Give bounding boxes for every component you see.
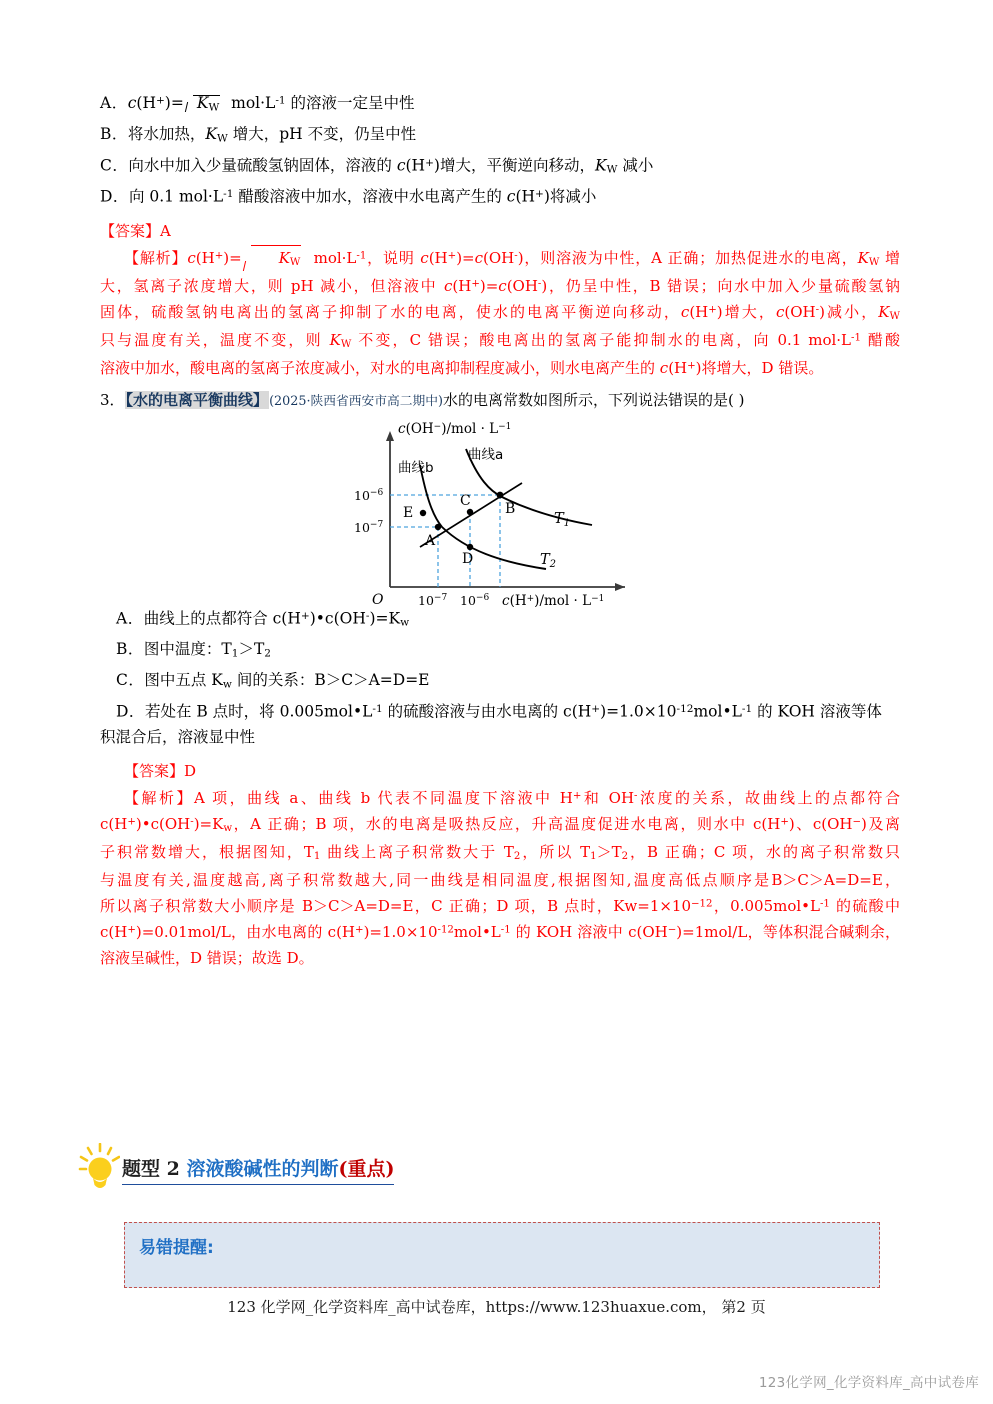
point-B	[497, 492, 504, 499]
point-D	[467, 544, 473, 550]
point-C	[467, 509, 473, 515]
analysis-line: 【解析】$c(H^+)= K_W$ $mol\cdot L^{-1}$，说明 c(H+)=c(OH-)，则溶液为中性，A 正确；加热促进水的电离，$K_W$ 增	[100, 245, 900, 272]
point-label-D: D	[462, 551, 474, 568]
y-tick-1e-6: $10^{-6}$	[354, 488, 384, 504]
q3-option-b: B．图中温度：$T_1>T_2$	[116, 640, 271, 660]
x-tick-1e-7: $10^{-7}$	[418, 593, 448, 608]
question3-options	[100, 611, 900, 745]
chart-svg	[350, 417, 650, 607]
point-A	[435, 524, 441, 530]
answer-line	[100, 219, 900, 243]
point-label-E: E	[403, 505, 414, 522]
option-d: D．向 0.1 $mol\cdot L^{-1}$ 醋酸溶液中加水，溶液中水电离产生的 c(H+)将减小	[100, 187, 597, 206]
point-label-B: B	[505, 501, 516, 518]
answer-label: 【答案】	[100, 221, 161, 240]
y-axis-arrow	[386, 431, 394, 441]
document-content	[100, 95, 900, 973]
section-title-part1: 题型 2	[122, 1157, 187, 1180]
question2-answer-block	[100, 219, 900, 380]
point-label-A: A	[425, 533, 436, 550]
T1-label: $T_1$	[554, 511, 571, 530]
analysis-line: 固体，硫酸氢钠电离出的氢离子抑制了水的电离，使水的电离平衡逆向移动，c(H+)增大，c(OH-)减小，$K_W$	[100, 303, 900, 323]
point-label-C: C	[460, 493, 471, 510]
section-title-text	[122, 1154, 394, 1185]
q3-analysis-line: 【解析】A 项，曲线 a、曲线 b 代表不同温度下溶液中 H+和 OH-浓度的关系，故曲线上的点都符合	[124, 788, 900, 807]
y-axis-title: $c(OH^-)/mol \cdot L^{-1}$	[398, 421, 512, 438]
option-b: B．将水加热，$K_W$ 增大，pH 不变，仍呈中性	[100, 124, 417, 145]
q3-answer-label: 【答案】	[124, 762, 185, 781]
q3-analysis-line: 所以离子积常数大小顺序是 B＞C＞A=D=E，C 正确；D 项，B 点时，$Kw=1\times 10^{-12}$，$0.005mol•L^{-1}$ 的硫酸中	[100, 896, 900, 915]
q3-analysis-line: 溶液呈碱性，D 错误；故选 D。	[100, 949, 314, 968]
option-a: A．$c(H^+)= K_W$ $mol\cdot L^{-1}$ 的溶液一定呈中性	[100, 94, 415, 114]
analysis-line: 只与温度有关，温度不变，则 $K_W$ 不变，C 错误；酸电离出的氢离子能抑制水的电离，向 0.1 $mol\cdot L^{-1}$ 醋酸	[100, 331, 900, 351]
section-title-part2: 溶液酸碱性的判断	[186, 1157, 339, 1180]
q3-analysis-line: 子积常数增大，根据图知，$T_1$ 曲线上离子积常数大于 $T_2$，所以 $T_1>T_2$，B 正确；C 项，水的离子积常数只	[100, 842, 900, 863]
bulb-glass	[89, 1158, 112, 1181]
section-title	[78, 1143, 394, 1195]
curve-a-label: 曲线a	[468, 447, 504, 464]
tip-title: 易错提醒:	[139, 1238, 214, 1258]
x-axis-arrow	[615, 583, 625, 591]
q3-option-d-cont: 积混合后，溶液显中性	[100, 727, 256, 746]
y-tick-1e-7: $10^{-7}$	[354, 520, 384, 536]
lightbulb-icon	[78, 1143, 120, 1195]
origin-label: O	[372, 592, 384, 608]
analysis-line: 溶液中加水，酸电离的氢离子浓度减小，对水的电离抑制程度减小，则水电离产生的 c(H+)将增大，D 错误。	[100, 358, 824, 377]
curve-b-label: 曲线b	[398, 460, 434, 477]
q3-analysis-line: c(H+)=0.01mol/L，由水电离的 $c(H^+)=1.0\times 10^{-12}mol•L^{-1}$ 的 KOH 溶液中 c(OH−)=1mol/L，等体积混合碱剩余，	[100, 923, 900, 942]
analysis-line: 大，氢离子浓度增大，则 pH 减小，但溶液中 c(H+)=c(OH-)，仍呈中性，B 错误；向水中加入少量硫酸氢钠	[100, 276, 900, 295]
question3-tag: 【水的电离平衡曲线】	[125, 391, 269, 410]
q3-answer-line	[100, 759, 900, 783]
tip-box	[124, 1222, 880, 1288]
answer-value: A	[160, 221, 171, 240]
analysis-label: 【解析】	[124, 249, 188, 268]
T2-label: $T_2$	[540, 552, 557, 571]
question3-answer-block	[100, 759, 900, 970]
x-tick-1e-6: $10^{-6}$	[460, 593, 490, 608]
question3-source: (2025·陕西省西安市高二期中)	[269, 394, 444, 410]
section-title-part3: (重点)	[338, 1157, 395, 1180]
page-footer: 123 化学网_化学资料库_高中试卷库，https://www.123huaxue.com， 第2 页	[227, 1298, 766, 1316]
question3-number: 3．	[100, 391, 125, 410]
q3-analysis-line: $c(H^+)•c(OH^-)=K_w$，A 正确；B 项，水的电离是吸热反应，升高温度促进水电离，则水中 c(H+)、c(OH−)及离	[100, 815, 901, 835]
q3-option-d: D．若处在 B 点时，将 $0.005mol•L^{-1}$ 的硫酸溶液与由水电离的 $c(H^+)=1.0\times 10^{-12}mol•L^{-1}$ 的 KOH 溶液等体	[116, 702, 882, 721]
q3-analysis-line: 与温度有关,温度越高,离子积常数越大,同一曲线是相同温度,根据图知,温度高低点顺序是B＞C＞A=D=E，	[100, 870, 900, 889]
point-E	[420, 510, 426, 516]
q3-analysis-label: 【解析】	[124, 788, 195, 807]
q3-option-c: C．图中五点 $K_w$ 间的关系：B＞C＞A=D=E	[116, 671, 430, 691]
ionization-equilibrium-chart	[100, 417, 900, 607]
watermark: 123化学网_化学资料库_高中试卷库	[758, 1375, 979, 1391]
option-c: C．向水中加入少量硫酸氢钠固体，溶液的 c(H+)增大，平衡逆向移动，$K_W$ 减小	[100, 156, 654, 176]
q3-option-a: A．曲线上的点都符合 $c(H^+)•c(OH^-)=K_w$	[116, 609, 410, 629]
question3-text: 水的电离常数如图所示，下列说法错误的是( )	[443, 391, 745, 410]
q3-answer-value: D	[184, 762, 197, 781]
question3-stem	[100, 390, 900, 411]
question2-options	[100, 95, 900, 205]
x-axis-title: $c(H^+)/mol \cdot L^{-1}$	[502, 593, 605, 608]
